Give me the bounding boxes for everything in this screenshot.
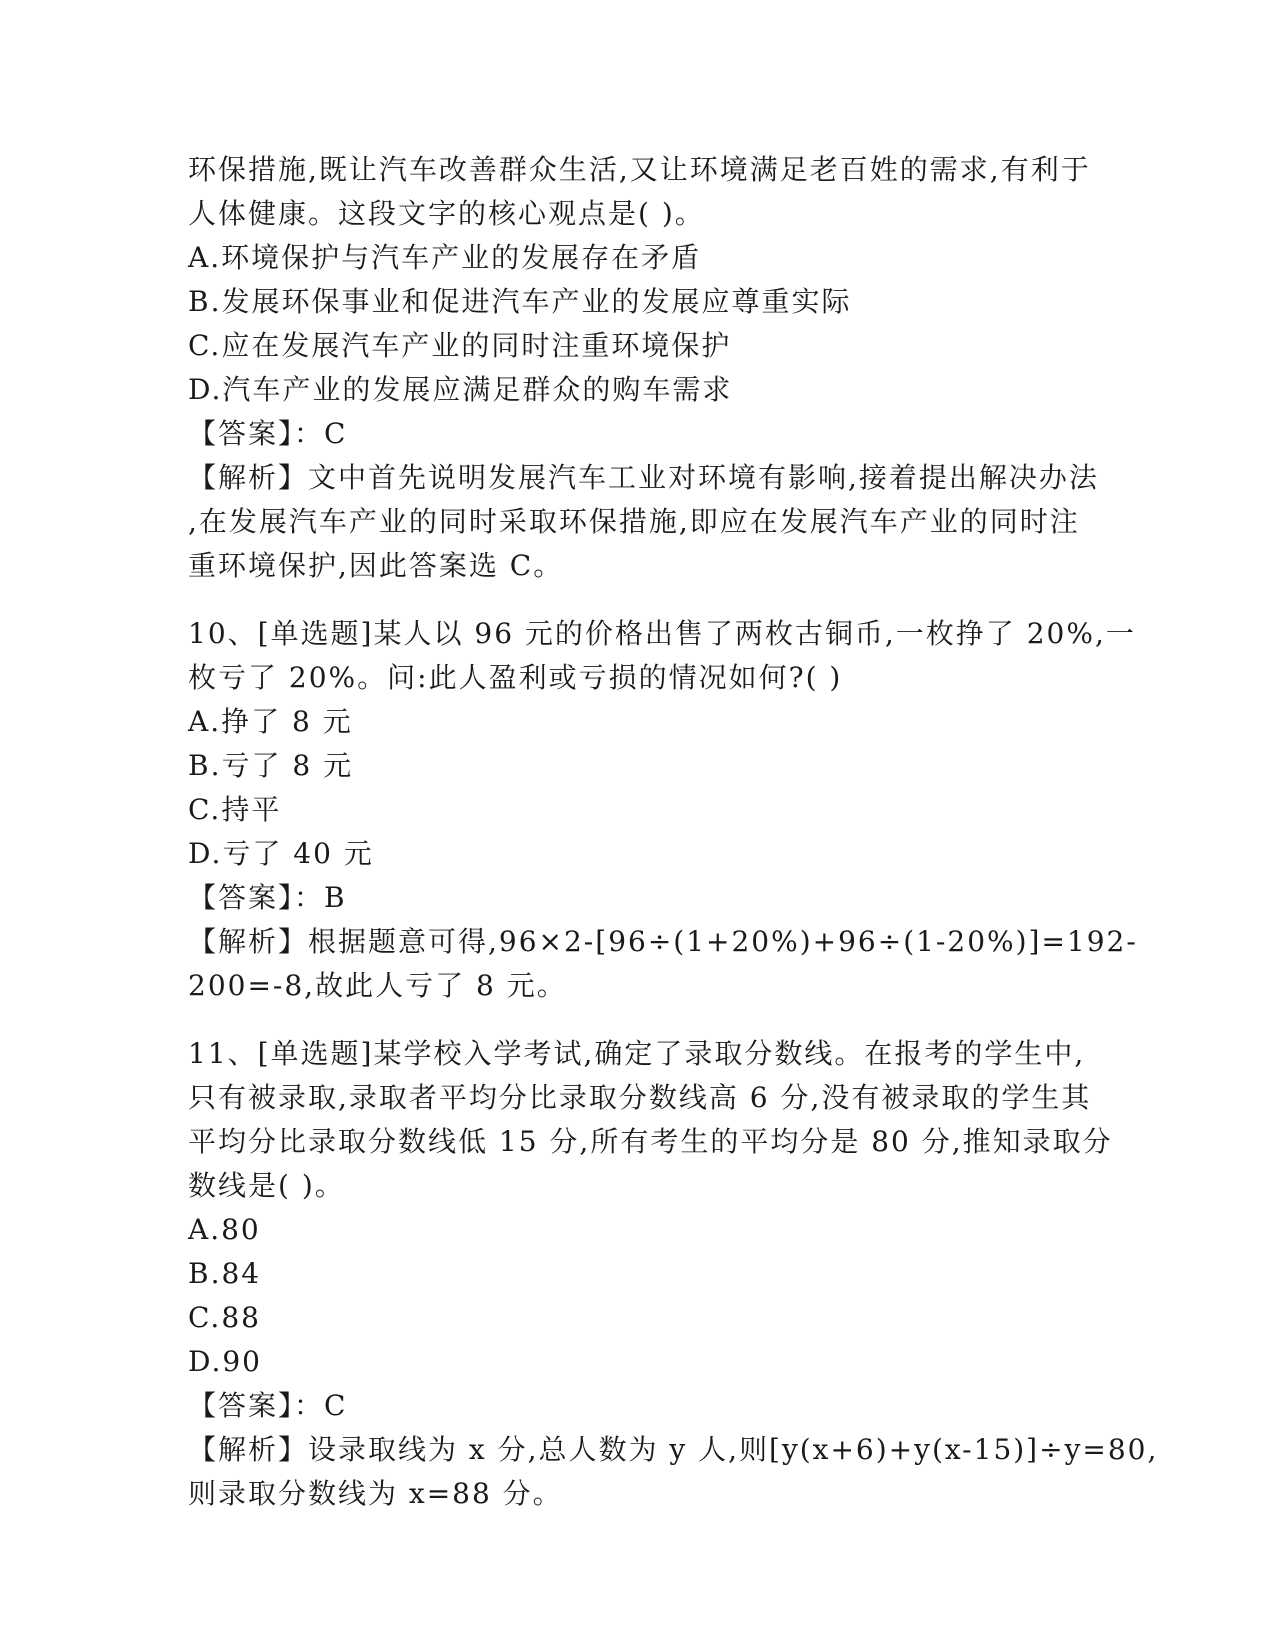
analysis-line: 重环境保护,因此答案选 C。 [188,549,564,582]
question-text-line: 平均分比录取分数线低 15 分,所有考生的平均分是 80 分,推知录取分 [188,1125,1113,1158]
option-a: A.挣了 8 元 [188,705,353,738]
question-11 [188,1032,1159,1516]
question-text-line: 10、[单选题]某人以 96 元的价格出售了两枚古铜币,一枚挣了 20%,一 [188,617,1136,650]
spacer [188,1008,1088,1032]
analysis-line: 【解析】设录取线为 x 分,总人数为 y 人,则[y(x+6)+y(x-15)]÷y=80, [188,1433,1159,1466]
option-d: D.亏了 40 元 [188,837,374,870]
answer-line: 【答案】：C [188,417,348,450]
option-d: D.汽车产业的发展应满足群众的购车需求 [188,373,733,406]
option-c: C.88 [188,1301,261,1334]
option-b: B.发展环保事业和促进汽车产业的发展应尊重实际 [188,285,852,318]
analysis-line: ,在发展汽车产业的同时采取环保措施,即应在发展汽车产业的同时注 [188,505,1080,538]
question-text-line: 数线是( )。 [188,1169,345,1202]
question-text-line: 枚亏了 20%。问:此人盈利或亏损的情况如何?( ) [188,661,843,694]
analysis-line: 则录取分数线为 x=88 分。 [188,1477,563,1510]
option-b: B.84 [188,1257,262,1290]
option-d: D.90 [188,1345,262,1378]
question-text-line: 11、[单选题]某学校入学考试,确定了录取分数线。在报考的学生中, [188,1037,1086,1070]
question-text-line: 人体健康。这段文字的核心观点是( )。 [188,197,705,230]
answer-line: 【答案】：B [188,881,347,914]
analysis-line: 【解析】文中首先说明发展汽车工业对环境有影响,接着提出解决办法 [188,461,1099,494]
option-c: C.应在发展汽车产业的同时注重环境保护 [188,329,732,362]
question-text-line: 环保措施,既让汽车改善群众生活,又让环境满足老百姓的需求,有利于 [188,153,1091,186]
option-b: B.亏了 8 元 [188,749,354,782]
question-10 [188,612,1138,1008]
answer-line: 【答案】：C [188,1389,348,1422]
question-text-line: 只有被录取,录取者平均分比录取分数线高 6 分,没有被录取的学生其 [188,1081,1092,1114]
option-a: A.环境保护与汽车产业的发展存在矛盾 [188,241,702,274]
question-9-continuation [188,148,1099,588]
document-content [188,148,1159,1516]
option-a: A.80 [188,1213,261,1246]
spacer [188,588,1088,612]
analysis-line: 【解析】根据题意可得,96×2-[96÷(1+20%)+96÷(1-20%)]=192- [188,925,1138,958]
option-c: C.持平 [188,793,282,826]
analysis-line: 200=-8,故此人亏了 8 元。 [188,969,567,1002]
